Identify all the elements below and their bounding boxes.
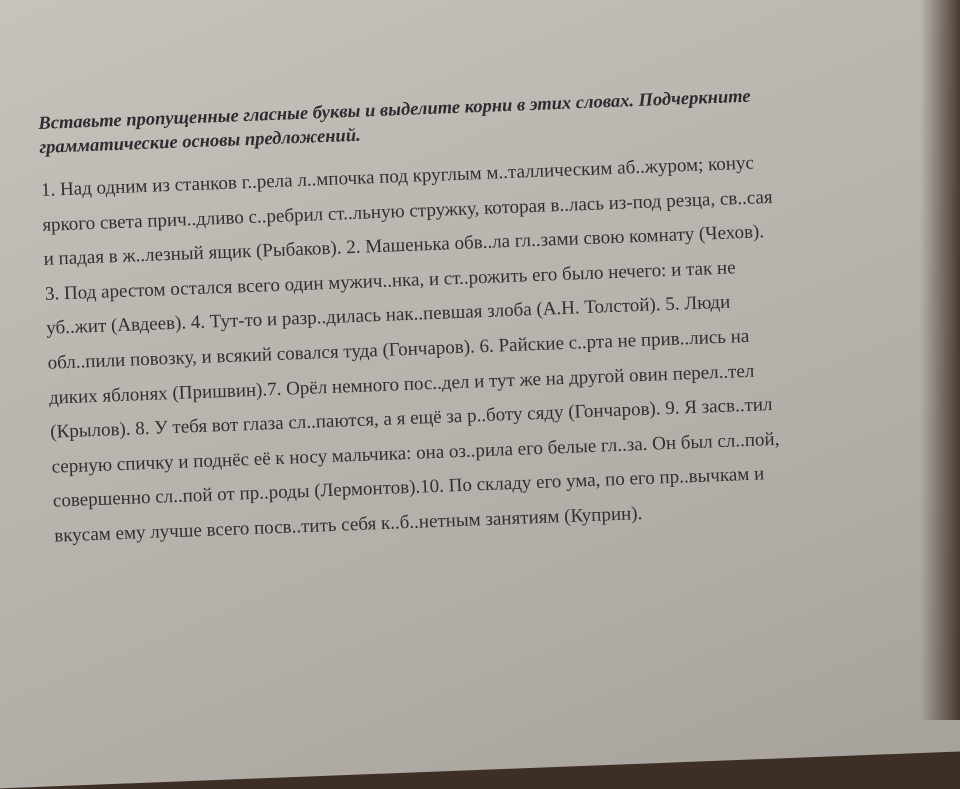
text-line-8: (Крылов). 8. У тебя вот глаза сл..паются, а я ещё за р..боту сяду (Гончаров). 9. Я засв..тил (49, 394, 773, 443)
text-line-4: 3. Под арестом остался всего один мужич..нка, и ст..рожить его было нечего: и так не (44, 257, 736, 305)
text-line-2: яркого света прич..дливо с..ребрил ст..льную стружку, которая в..лась из-под резца, св..сая (41, 186, 773, 236)
text-line-5: уб..жит (Авдеев). 4. Тут-то и разр..дилась нак..певшая злоба (А.Н. Толстой). 5. Люди (45, 291, 731, 340)
text-line-1: 1. Над одним из станков г..рела л..мпочка под круглым м..таллическим аб..журом; конус (40, 152, 755, 201)
text-line-6: обл..пили повозку, и всякий совался туда (Гончаров). 6. Райские с..рта не прив..лись на (47, 325, 750, 374)
background-edge (920, 0, 960, 720)
document-content (38, 79, 914, 554)
text-line-7: диких яблонях (Пришвин).7. Орёл немного пос..дел и тут же на другой овин перел..тел (48, 360, 755, 409)
text-line-11: вкусам ему лучше всего посв..тить себя к..б..нетным занятиям (Куприн). (53, 503, 643, 547)
instructions-line-2: грамматические основы предложений. (38, 125, 362, 158)
text-line-3: и падая в ж..лезный ящик (Рыбаков). 2. Машенька обв..ла гл..зами свою комнату (Чехов). (43, 221, 765, 271)
exercise-text (40, 141, 914, 554)
text-line-10: совершенно сл..пой от пр..роды (Лермонтов).10. По складу его ума, по его пр..вычкам и (52, 463, 765, 513)
instructions-line-1: Вставьте пропущенные гласные буквы и выделите корни в этих словах. Подчеркните (38, 86, 751, 134)
text-line-9: серную спичку и поднёс её к носу мальчика: она оз..рила его белые гл..за. Он был сл..пой, (51, 428, 780, 478)
